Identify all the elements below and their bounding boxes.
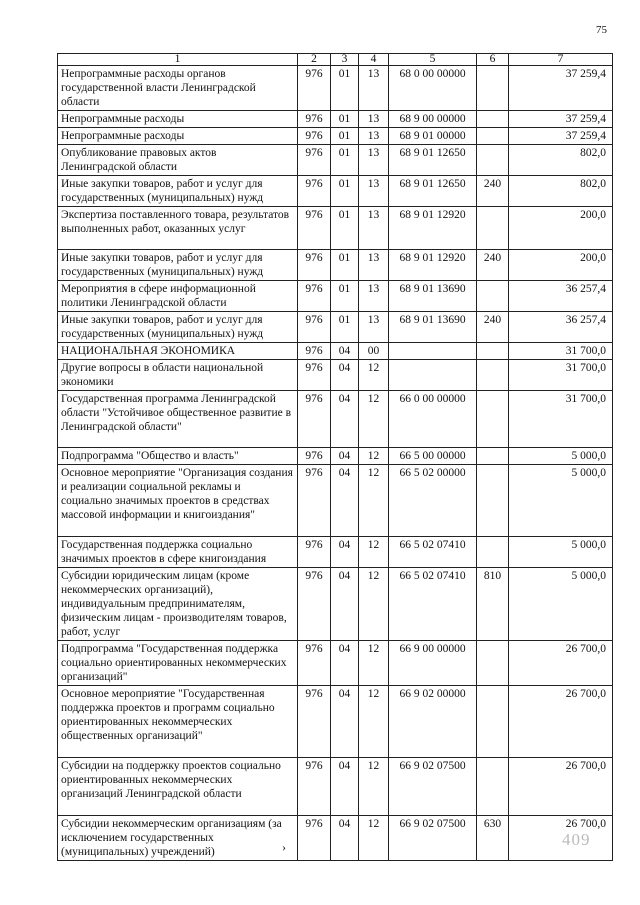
cell-type bbox=[477, 391, 509, 448]
cell-section: 01 bbox=[331, 281, 359, 312]
cell-name: Подпрограмма "Государственная поддержка социально ориентированных некоммерческих организаций" bbox=[58, 641, 298, 686]
cell-admin: 976 bbox=[298, 250, 331, 281]
cell-name: Подпрограмма "Общество и власть" bbox=[58, 448, 298, 465]
cell-admin: 976 bbox=[298, 686, 331, 758]
cell-section: 04 bbox=[331, 360, 359, 391]
cell-name: Субсидии юридическим лицам (кроме некоммерческих организаций), индивидуальным предпринимателям, физическим лицам - производителям товаров, работ, услуг bbox=[58, 568, 298, 641]
cell-admin: 976 bbox=[298, 312, 331, 343]
cell-subsection: 12 bbox=[359, 465, 389, 537]
cell-amount: 31 700,0 bbox=[509, 391, 613, 448]
cell-amount: 26 700,0 bbox=[509, 686, 613, 758]
cell-amount: 36 257,4 bbox=[509, 281, 613, 312]
cell-amount: 26 700,0 bbox=[509, 816, 613, 861]
cell-section: 01 bbox=[331, 176, 359, 207]
header-col-7: 7 bbox=[509, 54, 613, 66]
cell-type bbox=[477, 537, 509, 568]
cell-target: 68 9 00 00000 bbox=[389, 111, 477, 128]
cell-target: 66 5 02 07410 bbox=[389, 537, 477, 568]
table-row bbox=[58, 207, 613, 250]
table-row bbox=[58, 312, 613, 343]
cell-target: 66 9 02 07500 bbox=[389, 758, 477, 816]
cell-admin: 976 bbox=[298, 537, 331, 568]
cell-target: 66 5 00 00000 bbox=[389, 448, 477, 465]
page-number: 75 bbox=[596, 24, 607, 36]
table-row bbox=[58, 686, 613, 758]
cell-admin: 976 bbox=[298, 111, 331, 128]
cell-type bbox=[477, 128, 509, 145]
cell-amount: 37 259,4 bbox=[509, 66, 613, 111]
header-col-3: 3 bbox=[331, 54, 359, 66]
cell-section: 01 bbox=[331, 145, 359, 176]
cell-section: 04 bbox=[331, 758, 359, 816]
cell-amount: 5 000,0 bbox=[509, 537, 613, 568]
cell-target: 66 5 02 00000 bbox=[389, 465, 477, 537]
cell-section: 04 bbox=[331, 686, 359, 758]
cell-type bbox=[477, 281, 509, 312]
table-body bbox=[58, 66, 613, 861]
cell-type bbox=[477, 66, 509, 111]
cell-subsection: 12 bbox=[359, 816, 389, 861]
cell-section: 01 bbox=[331, 207, 359, 250]
cell-type bbox=[477, 343, 509, 360]
cell-type bbox=[477, 145, 509, 176]
cell-subsection: 13 bbox=[359, 128, 389, 145]
cell-subsection: 12 bbox=[359, 641, 389, 686]
cell-section: 01 bbox=[331, 128, 359, 145]
cell-section: 04 bbox=[331, 448, 359, 465]
cell-type bbox=[477, 465, 509, 537]
cell-amount: 5 000,0 bbox=[509, 448, 613, 465]
cell-target: 68 9 01 13690 bbox=[389, 312, 477, 343]
table-row bbox=[58, 176, 613, 207]
budget-table bbox=[57, 53, 613, 861]
table-row bbox=[58, 145, 613, 176]
cell-section: 04 bbox=[331, 391, 359, 448]
cell-subsection: 12 bbox=[359, 686, 389, 758]
table-row bbox=[58, 391, 613, 448]
cell-name: Основное мероприятие "Государственная поддержка проектов и программ социально ориентированных некоммерческих общественных организаций" bbox=[58, 686, 298, 758]
cell-section: 01 bbox=[331, 111, 359, 128]
cell-admin: 976 bbox=[298, 391, 331, 448]
cell-subsection: 13 bbox=[359, 66, 389, 111]
cell-admin: 976 bbox=[298, 360, 331, 391]
cell-amount: 26 700,0 bbox=[509, 758, 613, 816]
page-stamp: 409 bbox=[562, 830, 591, 849]
table-row bbox=[58, 360, 613, 391]
cell-name: Опубликование правовых актов Ленинградской области bbox=[58, 145, 298, 176]
cell-target: 68 0 00 00000 bbox=[389, 66, 477, 111]
cell-admin: 976 bbox=[298, 465, 331, 537]
cell-section: 04 bbox=[331, 343, 359, 360]
cell-type bbox=[477, 207, 509, 250]
cell-section: 01 bbox=[331, 312, 359, 343]
cell-name: Непрограммные расходы органов государственной власти Ленинградской области bbox=[58, 66, 298, 111]
cell-admin: 976 bbox=[298, 816, 331, 861]
cell-target bbox=[389, 360, 477, 391]
cell-target: 68 9 01 12920 bbox=[389, 207, 477, 250]
table-row bbox=[58, 343, 613, 360]
cell-amount: 5 000,0 bbox=[509, 568, 613, 641]
cell-subsection: 13 bbox=[359, 250, 389, 281]
cell-type bbox=[477, 360, 509, 391]
cell-name: Другие вопросы в области национальной экономики bbox=[58, 360, 298, 391]
cell-type: 810 bbox=[477, 568, 509, 641]
cell-name: Иные закупки товаров, работ и услуг для государственных (муниципальных) нужд bbox=[58, 176, 298, 207]
cell-target: 66 0 00 00000 bbox=[389, 391, 477, 448]
cell-amount: 200,0 bbox=[509, 250, 613, 281]
cell-amount: 802,0 bbox=[509, 145, 613, 176]
cell-type: 630 bbox=[477, 816, 509, 861]
cell-admin: 976 bbox=[298, 145, 331, 176]
header-col-5: 5 bbox=[389, 54, 477, 66]
cell-section: 01 bbox=[331, 250, 359, 281]
cell-amount: 26 700,0 bbox=[509, 641, 613, 686]
table-row bbox=[58, 66, 613, 111]
cell-amount: 37 259,4 bbox=[509, 128, 613, 145]
cell-subsection: 13 bbox=[359, 207, 389, 250]
header-col-1: 1 bbox=[58, 54, 298, 66]
cell-admin: 976 bbox=[298, 641, 331, 686]
table-row bbox=[58, 641, 613, 686]
cell-admin: 976 bbox=[298, 281, 331, 312]
cell-subsection: 12 bbox=[359, 568, 389, 641]
cell-amount: 37 259,4 bbox=[509, 111, 613, 128]
cell-admin: 976 bbox=[298, 207, 331, 250]
table-row bbox=[58, 758, 613, 816]
cell-subsection: 12 bbox=[359, 448, 389, 465]
cell-subsection: 12 bbox=[359, 391, 389, 448]
cell-name: Государственная поддержка социально значимых проектов в сфере книгоиздания bbox=[58, 537, 298, 568]
header-col-6: 6 bbox=[477, 54, 509, 66]
table-row bbox=[58, 816, 613, 861]
cell-admin: 976 bbox=[298, 448, 331, 465]
cell-name: Субсидии на поддержку проектов социально ориентированных некоммерческих организаций Ленинградской области bbox=[58, 758, 298, 816]
cell-subsection: 12 bbox=[359, 758, 389, 816]
cell-type bbox=[477, 758, 509, 816]
cell-amount: 36 257,4 bbox=[509, 312, 613, 343]
cell-type bbox=[477, 111, 509, 128]
cell-type: 240 bbox=[477, 176, 509, 207]
cell-admin: 976 bbox=[298, 66, 331, 111]
cell-section: 04 bbox=[331, 465, 359, 537]
cell-name: Основное мероприятие "Организация создания и реализации социальной рекламы и социально значимых проектов в средствах массовой информации и книгоиздания" bbox=[58, 465, 298, 537]
cell-section: 04 bbox=[331, 537, 359, 568]
header-col-4: 4 bbox=[359, 54, 389, 66]
cell-amount: 31 700,0 bbox=[509, 343, 613, 360]
cell-section: 01 bbox=[331, 66, 359, 111]
cell-name: Иные закупки товаров, работ и услуг для государственных (муниципальных) нужд bbox=[58, 250, 298, 281]
cell-name: НАЦИОНАЛЬНАЯ ЭКОНОМИКА bbox=[58, 343, 298, 360]
cell-amount: 31 700,0 bbox=[509, 360, 613, 391]
cell-admin: 976 bbox=[298, 568, 331, 641]
table-row bbox=[58, 448, 613, 465]
table-row bbox=[58, 281, 613, 312]
cell-admin: 976 bbox=[298, 128, 331, 145]
cell-type bbox=[477, 686, 509, 758]
cell-amount: 5 000,0 bbox=[509, 465, 613, 537]
cell-type bbox=[477, 448, 509, 465]
cell-name: Государственная программа Ленинградской области "Устойчивое общественное развитие в Ленинградской области" bbox=[58, 391, 298, 448]
cell-type: 240 bbox=[477, 250, 509, 281]
table-row bbox=[58, 128, 613, 145]
cell-subsection: 12 bbox=[359, 360, 389, 391]
table-row bbox=[58, 111, 613, 128]
cell-amount: 200,0 bbox=[509, 207, 613, 250]
cell-subsection: 13 bbox=[359, 111, 389, 128]
cell-target: 66 9 02 07500 bbox=[389, 816, 477, 861]
cell-subsection: 13 bbox=[359, 281, 389, 312]
cell-section: 04 bbox=[331, 568, 359, 641]
cell-amount: 802,0 bbox=[509, 176, 613, 207]
cell-subsection: 13 bbox=[359, 145, 389, 176]
cell-target: 66 9 00 00000 bbox=[389, 641, 477, 686]
footer-mark: › bbox=[282, 840, 286, 854]
cell-name: Непрограммные расходы bbox=[58, 128, 298, 145]
table-row bbox=[58, 568, 613, 641]
table-row bbox=[58, 250, 613, 281]
cell-name: Субсидии некоммерческим организациям (за исключением государственных (муниципальных) учреждений) bbox=[58, 816, 298, 861]
cell-admin: 976 bbox=[298, 176, 331, 207]
header-row bbox=[58, 54, 613, 66]
cell-target bbox=[389, 343, 477, 360]
cell-target: 66 5 02 07410 bbox=[389, 568, 477, 641]
cell-target: 68 9 01 12650 bbox=[389, 145, 477, 176]
cell-name: Иные закупки товаров, работ и услуг для государственных (муниципальных) нужд bbox=[58, 312, 298, 343]
cell-admin: 976 bbox=[298, 343, 331, 360]
table-row bbox=[58, 465, 613, 537]
cell-type bbox=[477, 641, 509, 686]
cell-section: 04 bbox=[331, 641, 359, 686]
cell-target: 68 9 01 12650 bbox=[389, 176, 477, 207]
cell-subsection: 12 bbox=[359, 537, 389, 568]
cell-target: 66 9 02 00000 bbox=[389, 686, 477, 758]
cell-target: 68 9 01 13690 bbox=[389, 281, 477, 312]
cell-name: Экспертиза поставленного товара, результатов выполненных работ, оказанных услуг bbox=[58, 207, 298, 250]
cell-type: 240 bbox=[477, 312, 509, 343]
cell-section: 04 bbox=[331, 816, 359, 861]
header-col-2: 2 bbox=[298, 54, 331, 66]
cell-target: 68 9 01 00000 bbox=[389, 128, 477, 145]
cell-name: Непрограммные расходы bbox=[58, 111, 298, 128]
cell-subsection: 13 bbox=[359, 176, 389, 207]
cell-name: Мероприятия в сфере информационной политики Ленинградской области bbox=[58, 281, 298, 312]
table-row bbox=[58, 537, 613, 568]
cell-subsection: 00 bbox=[359, 343, 389, 360]
cell-target: 68 9 01 12920 bbox=[389, 250, 477, 281]
cell-subsection: 13 bbox=[359, 312, 389, 343]
cell-admin: 976 bbox=[298, 758, 331, 816]
